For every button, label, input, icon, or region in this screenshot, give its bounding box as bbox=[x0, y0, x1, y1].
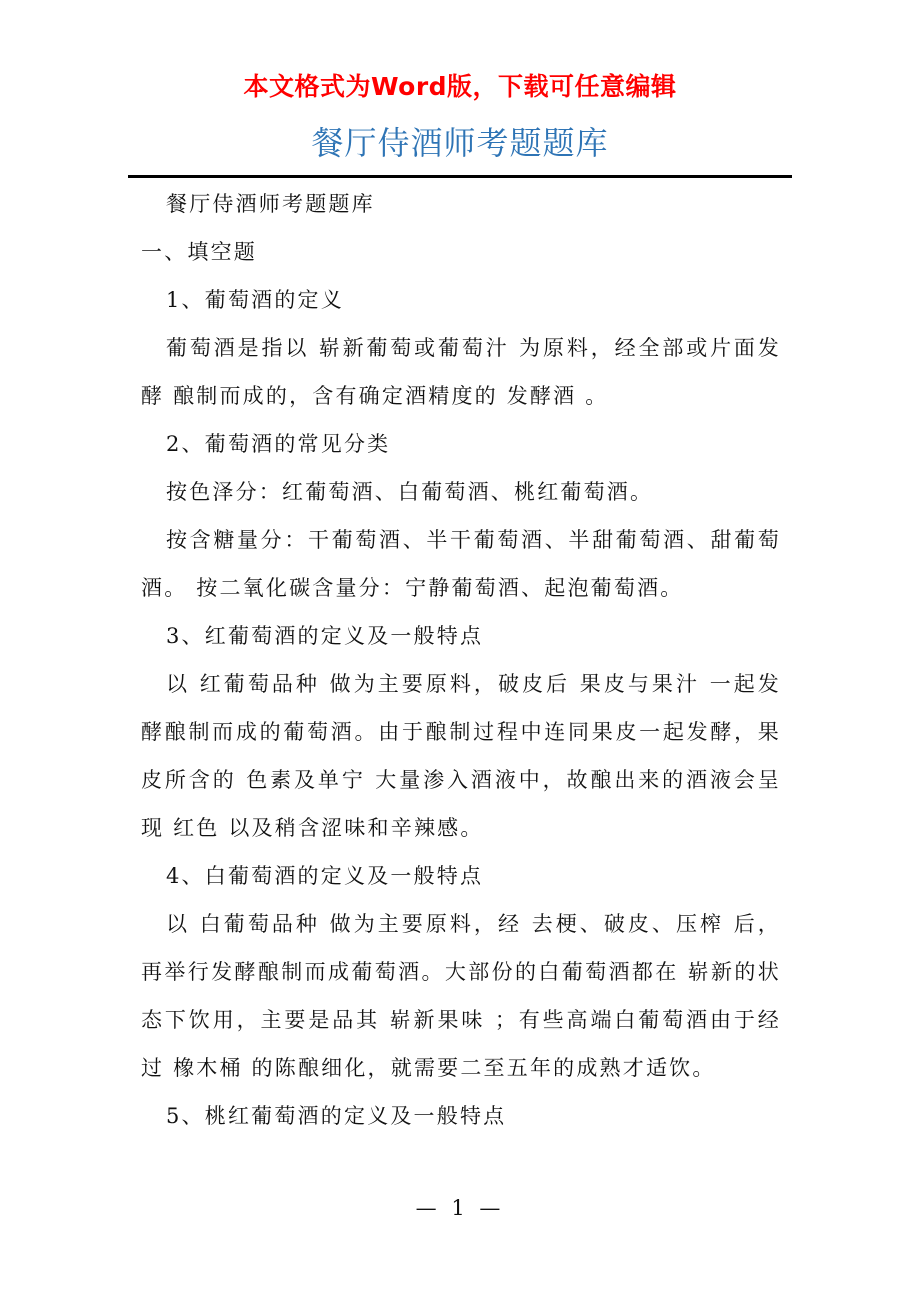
document-title bbox=[0, 120, 920, 166]
page-number bbox=[0, 1193, 920, 1223]
item-heading-5: 5、桃红葡萄酒的定义及一般特点 bbox=[166, 1104, 507, 1128]
item-heading-4: 4、白葡萄酒的定义及一般特点 bbox=[166, 864, 484, 888]
document-body bbox=[141, 180, 781, 1140]
item-paragraph-4: 以 白葡萄品种 做为主要原料，经 去梗、破皮、压榨 后，再举行发酵酿制而成葡萄酒。大部份的白葡萄酒都在 崭新的状态下饮用，主要是品其 崭新果味 ；有些高端白葡萄酒由于经过 橡木桶 的陈酿细化，就需要二至五年的成熟才适饮。 bbox=[141, 912, 781, 1080]
page-number-label: — 1 — bbox=[415, 1196, 505, 1220]
section-heading: 一、填空题 bbox=[141, 240, 257, 264]
item-paragraph-1: 葡萄酒是指以 崭新葡萄或葡萄汁 为原料，经全部或片面发酵 酿制而成的，含有确定酒精度的 发酵酒 。 bbox=[141, 336, 781, 408]
header-rule bbox=[128, 175, 792, 178]
banner-text: 本文格式为Word版，下载可任意编辑 bbox=[243, 72, 677, 101]
item-paragraph-2b: 按含糖量分：干葡萄酒、半干葡萄酒、半甜葡萄酒、甜葡萄酒。 按二氧化碳含量分：宁静葡萄酒、起泡葡萄酒。 bbox=[141, 528, 781, 600]
item-paragraph-3: 以 红葡萄品种 做为主要原料，破皮后 果皮与果汁 一起发酵酿制而成的葡萄酒。由于酿制过程中连同果皮一起发酵，果皮所含的 色素及单宁 大量渗入酒液中，故酿出来的酒液会呈现 红色 以及稍含涩味和辛辣感。 bbox=[141, 672, 781, 840]
title-text: 餐厅侍酒师考题题库 bbox=[311, 124, 609, 162]
item-paragraph-2a: 按色泽分：红葡萄酒、白葡萄酒、桃红葡萄酒。 bbox=[166, 480, 654, 504]
document-subtitle: 餐厅侍酒师考题题库 bbox=[166, 192, 375, 216]
item-heading-3: 3、红葡萄酒的定义及一般特点 bbox=[166, 624, 484, 648]
item-heading-2: 2、葡萄酒的常见分类 bbox=[166, 432, 391, 456]
item-heading-1: 1、葡萄酒的定义 bbox=[166, 288, 344, 312]
download-notice-banner bbox=[0, 70, 920, 104]
